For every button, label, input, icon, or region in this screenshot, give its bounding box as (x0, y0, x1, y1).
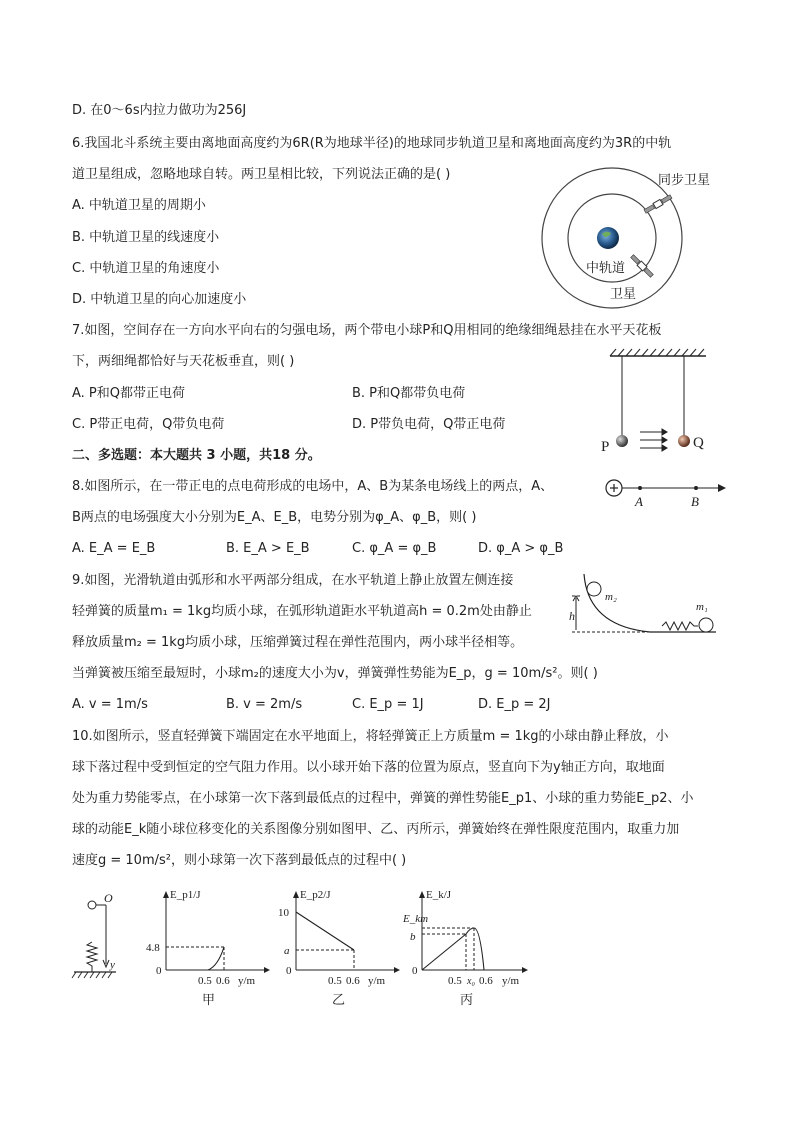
mid-orbit-satellite-icon (630, 254, 654, 278)
g2-ya: a (284, 945, 290, 957)
g3-xlabel: y/m (502, 975, 520, 987)
g3-ytop: E_km (403, 913, 429, 925)
ball-m2 (587, 582, 601, 596)
g2-caption: 乙 (332, 992, 346, 1007)
q10-stem-line5: 速度g = 10m/s²，则小球第一次下落到最低点的过程中( ) (72, 853, 407, 868)
q9-option-b: B. v = 2m/s (226, 697, 303, 712)
field-line-figure (600, 476, 730, 510)
g1-x1: 0.5 (198, 975, 212, 987)
g1-ytick: 4.8 (146, 942, 160, 954)
point-b-label: B (691, 494, 699, 509)
g2-zero: 0 (286, 965, 292, 977)
earth-icon (597, 227, 619, 249)
origin-label: O (104, 891, 113, 905)
q6-stem-line1: 6.我国北斗系统主要由离地面高度约为6R(R为地球半径)的地球同步轨道卫星和离地面高度约为3R的中轨 (72, 136, 672, 151)
sync-satellite-icon (644, 194, 673, 214)
sync-satellite-label: 同步卫星 (658, 172, 711, 187)
g2-x1: 0.5 (328, 975, 342, 987)
q9-option-c: C. E_p = 1J (352, 697, 424, 712)
g3-x2: 0.6 (479, 975, 493, 987)
g1-ylabel: E_p1/J (170, 889, 201, 901)
ball-p (616, 435, 628, 447)
mid-orbit-label-2: 卫星 (610, 286, 637, 301)
q6-stem-line2: 道卫星组成，忽略地球自转。两卫星相比较，下列说法正确的是( ) (72, 167, 451, 182)
ball-q (678, 435, 690, 447)
label-p: P (601, 439, 610, 455)
point-a-label: A (635, 494, 643, 509)
q7-option-a: A. P和Q都带正电荷 (72, 386, 186, 401)
track-spring-figure (566, 570, 726, 638)
ball-m1 (699, 618, 713, 632)
satellite-orbit-figure (536, 168, 736, 310)
g3-curve (466, 928, 484, 970)
g3-ylabel: E_k/J (426, 889, 452, 901)
m2-label: m₂ (605, 591, 617, 603)
q5-option-d: D. 在0～6s内拉力做功为256J (72, 103, 247, 118)
g3-yb: b (410, 931, 416, 943)
q8-option-d: D. φ_A > φ_B (478, 541, 564, 556)
g1-curve (208, 947, 224, 970)
q8-option-c: C. φ_A = φ_B (352, 541, 437, 556)
g3-caption: 丙 (460, 992, 474, 1007)
q8-stem-line1: 8.如图所示，在一带正电的点电荷形成的电场中，A、B为某条电场线上的两点，A、 (72, 479, 554, 494)
g1-x2: 0.6 (216, 975, 230, 987)
g1-zero: 0 (156, 965, 162, 977)
g2-x2: 0.6 (346, 975, 360, 987)
g2-ytop: 10 (278, 907, 289, 919)
q8-option-a: A. E_A = E_B (72, 541, 156, 556)
q9-stem-line4: 当弹簧被压缩至最短时，小球m₂的速度大小为v，弹簧弹性势能为E_p，g = 10m/s²。则( ) (72, 666, 598, 681)
q7-option-b: B. P和Q都带负电荷 (352, 386, 466, 401)
q9-option-a: A. v = 1m/s (72, 697, 148, 712)
q7-stem-line1: 7.如图，空间存在一方向水平向右的匀强电场，两个带电小球P和Q用相同的绝缘细绳悬挂在水平天花板 (72, 323, 662, 338)
q7-stem-line2: 下，两细绳都恰好与天花板垂直，则( ) (72, 354, 295, 369)
spring-ball-figure (70, 890, 130, 986)
q10-stem-line4: 球的动能E_k随小球位移变化的关系图像分别如图甲、乙、丙所示，弹簧始终在弹性限度范围内，取重力加 (72, 822, 680, 837)
graph-yi (280, 884, 410, 1008)
q10-stem-line3: 处为重力势能零点，在小球第一次下落到最低点的过程中，弹簧的弹性势能E_p1、小球的重力势能E_p2、小 (72, 791, 694, 806)
q7-option-c: C. P带正电荷，Q带负电荷 (72, 417, 225, 432)
q9-stem-line3: 释放质量m₂ = 1kg均质小球，压缩弹簧过程在弹性范围内，两小球半径相等。 (72, 635, 524, 650)
mid-orbit-label: 中轨道 (586, 260, 626, 275)
q6-option-c: C. 中轨道卫星的角速度小 (72, 261, 220, 276)
graph-bing (404, 884, 544, 1008)
m1-label: m₁ (696, 601, 708, 613)
g1-xlabel: y/m (238, 975, 256, 987)
height-label: h (569, 609, 575, 623)
q10-stem-line1: 10.如图所示，竖直轻弹簧下端固定在水平地面上，将轻弹簧正上方质量m = 1kg的小球由静止释放，小 (72, 729, 669, 744)
g3-zero: 0 (412, 965, 418, 977)
section-heading: 二、多选题：本大题共 3 小题，共18 分。 (72, 448, 321, 463)
g2-line (296, 912, 354, 950)
g2-ylabel: E_p2/J (300, 889, 331, 901)
g3-x0: x₀ (467, 976, 475, 987)
label-q: Q (693, 435, 704, 451)
q8-option-b: B. E_A > E_B (226, 541, 310, 556)
q9-option-d: D. E_p = 2J (478, 697, 551, 712)
charged-balls-figure (598, 348, 720, 458)
y-axis-label: y (110, 959, 115, 971)
q6-option-a: A. 中轨道卫星的周期小 (72, 198, 206, 213)
q9-stem-line1: 9.如图，光滑轨道由弧形和水平两部分组成，在水平轨道上静止放置左侧连接 (72, 573, 514, 588)
graph-jia (146, 884, 280, 1008)
q7-option-d: D. P带负电荷，Q带正电荷 (352, 417, 506, 432)
g2-xlabel: y/m (368, 975, 386, 987)
q9-stem-line2: 轻弹簧的质量m₁ = 1kg均质小球，在弧形轨道距水平轨道高h = 0.2m处由静止 (72, 604, 532, 619)
q8-stem-line2: B两点的电场强度大小分别为E_A、E_B，电势分别为φ_A、φ_B，则( ) (72, 510, 477, 525)
g1-caption: 甲 (202, 992, 216, 1007)
q10-stem-line2: 球下落过程中受到恒定的空气阻力作用。以小球开始下落的位置为原点，竖直向下为y轴正方向，取地面 (72, 760, 665, 775)
q6-option-d: D. 中轨道卫星的向心加速度小 (72, 292, 247, 307)
g3-x1: 0.5 (448, 975, 462, 987)
q6-option-b: B. 中轨道卫星的线速度小 (72, 230, 220, 245)
